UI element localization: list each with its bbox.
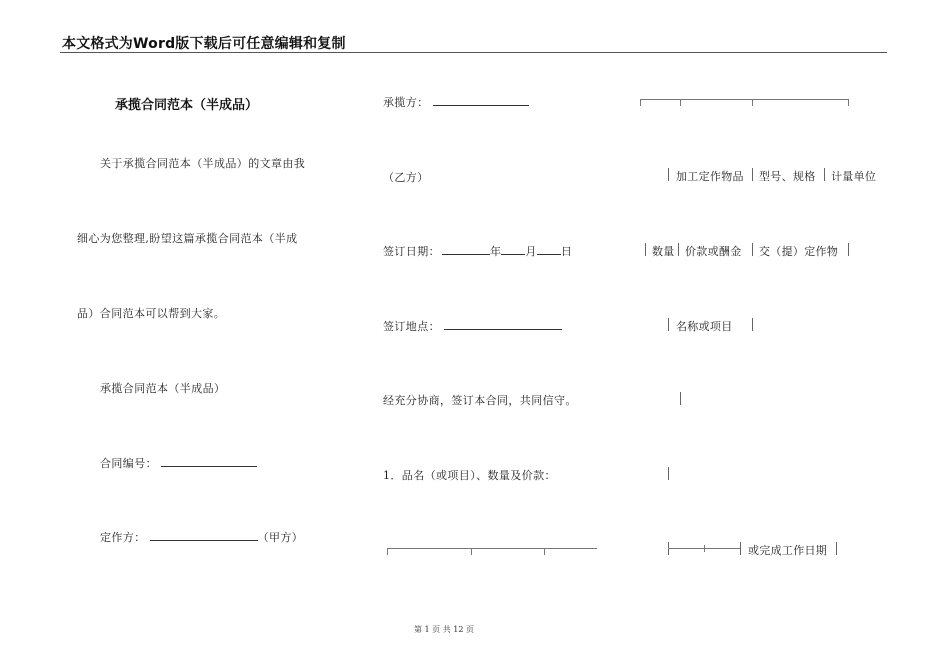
contractor-blank <box>433 94 529 106</box>
agreement-text: 经充分协商，签订本合同，共同信守。 <box>383 394 577 407</box>
maker-field <box>100 529 303 545</box>
day-blank <box>537 243 561 255</box>
table-cell-unit: 计量单位 <box>831 170 877 183</box>
party-b-label: （乙方） <box>383 171 429 184</box>
sign-place-field <box>383 318 562 334</box>
table-border <box>740 542 741 555</box>
table-border <box>836 542 837 555</box>
table-cell-price: 价款或酬金 <box>685 245 742 258</box>
intro-line-2: 细心为您整理,盼望这篇承揽合同范本（半成 <box>77 232 298 245</box>
table-cell-spec: 型号、规格 <box>759 170 816 183</box>
contract-number-blank <box>161 455 257 467</box>
table-border <box>678 243 679 256</box>
page-number: 第 1 页 共 12 页 <box>414 625 474 634</box>
table-cell-goods: 加工定作物品 <box>676 170 744 183</box>
table-cell-delivery: 交（提）定作物 <box>759 245 839 258</box>
table-cell-item-name: 名称或项目 <box>676 320 733 333</box>
contractor-field <box>383 94 529 110</box>
sign-date-field <box>383 243 572 259</box>
table-border <box>645 243 646 256</box>
table-cell-quantity: 数量 <box>652 245 675 258</box>
table-tick <box>471 548 472 555</box>
table-tick <box>680 99 681 106</box>
table-rule-top <box>640 99 848 100</box>
table-border <box>824 168 825 181</box>
month-label: 月 <box>525 245 537 258</box>
table-tick <box>704 545 705 552</box>
day-label: 日 <box>560 245 573 258</box>
sign-date-label: 签订日期： <box>383 245 440 258</box>
contractor-label: 承揽方： <box>383 96 429 109</box>
document-header: 本文格式为Word版下载后可任意编辑和复制 <box>62 36 346 52</box>
sign-place-label: 签订地点： <box>383 320 440 333</box>
sign-place-blank <box>444 318 562 330</box>
table-tick <box>848 99 849 106</box>
document-title: 承揽合同范本（半成品） <box>115 98 259 113</box>
maker-label: 定作方： <box>100 531 146 544</box>
table-border <box>668 168 669 181</box>
table-tick <box>752 99 753 106</box>
table-border <box>752 168 753 181</box>
table-border <box>668 467 669 480</box>
maker-blank <box>150 529 258 541</box>
table-border <box>668 318 669 331</box>
year-blank <box>442 243 490 255</box>
year-label: 年 <box>490 245 502 258</box>
table-tick <box>387 548 388 555</box>
table-tick <box>544 548 545 555</box>
maker-suffix: （甲方） <box>257 531 304 544</box>
table-border <box>848 243 849 256</box>
header-divider <box>60 52 887 53</box>
table-cell-completion-date: 或完成工作日期 <box>748 544 828 557</box>
item-1-heading: 1．品名（或项目）、数量及价款： <box>383 469 556 482</box>
intro-line-3: 品）合同范本可以帮到大家。 <box>77 307 226 320</box>
table-border <box>680 392 681 405</box>
contract-number-label: 合同编号： <box>100 457 157 470</box>
section-subtitle: 承揽合同范本（半成品） <box>100 382 226 395</box>
table-tick <box>640 99 641 106</box>
intro-line-1: 关于承揽合同范本（半成品）的文章由我 <box>100 157 306 170</box>
table-border <box>752 318 753 331</box>
table-border <box>752 243 753 256</box>
table-rule-bottom-left <box>387 548 597 549</box>
contract-number-field <box>100 455 257 471</box>
month-blank <box>501 243 525 255</box>
